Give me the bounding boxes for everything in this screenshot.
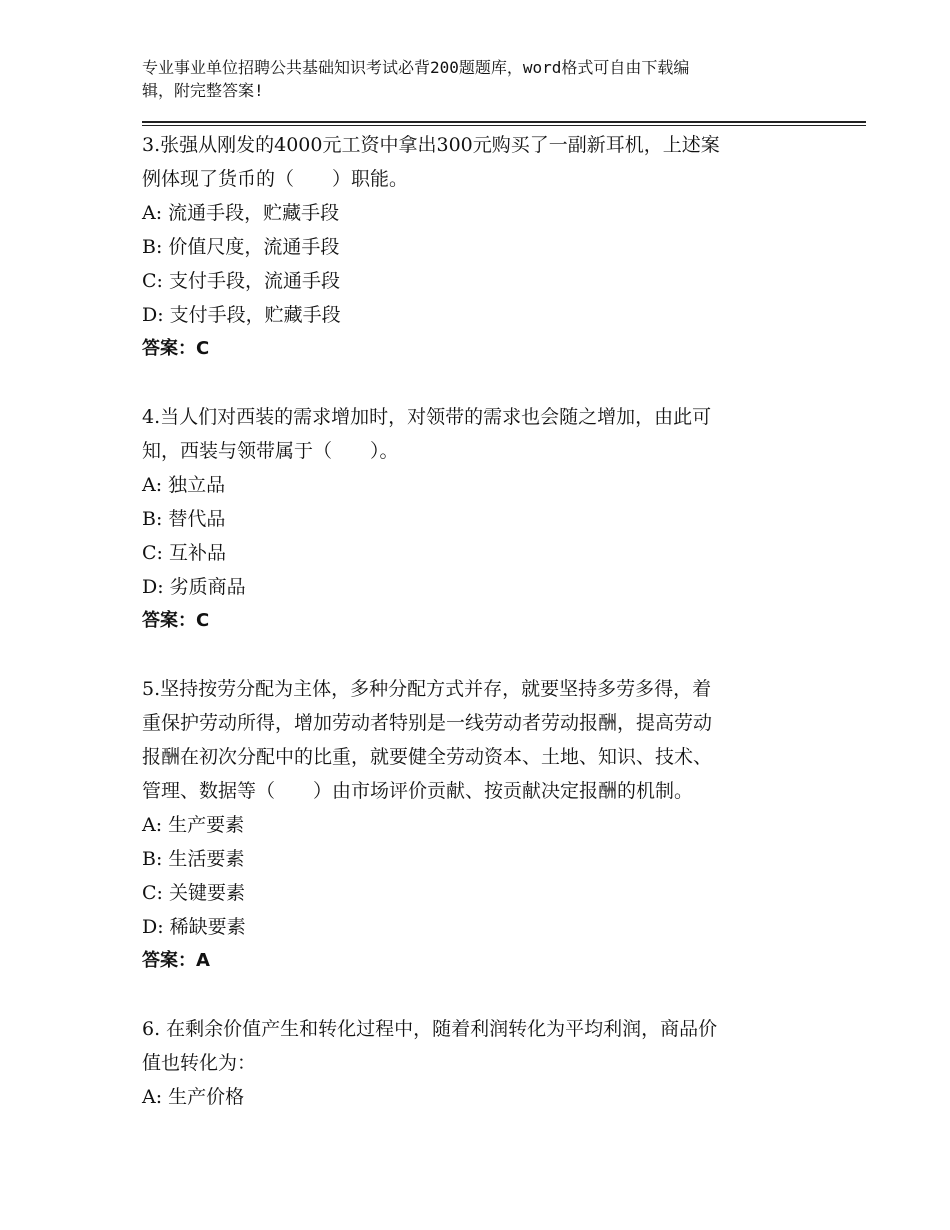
question-stem	[142, 128, 807, 196]
option-b: B: 价值尺度，流通手段	[142, 236, 340, 258]
question-stem	[142, 400, 807, 468]
option-c: C: 互补品	[142, 542, 226, 564]
question-3	[142, 128, 842, 366]
question-5	[142, 672, 842, 978]
answer-label: 答案：C	[142, 338, 210, 359]
question-spacer	[142, 638, 842, 672]
header-line-1: 专业事业单位招聘公共基础知识考试必背200题题库，word格式可自由下载编	[142, 58, 690, 77]
question-4	[142, 400, 842, 638]
option-d: D: 稀缺要素	[142, 916, 246, 938]
option-b: B: 替代品	[142, 508, 226, 530]
option-c: C: 关键要素	[142, 882, 245, 904]
question-spacer	[142, 978, 842, 1012]
option-c: C: 支付手段，流通手段	[142, 270, 340, 292]
stem-line: 3.张强从刚发的4000元工资中拿出300元购买了一副新耳机，上述案	[142, 134, 720, 156]
option-d: D: 支付手段，贮藏手段	[142, 304, 341, 326]
question-stem	[142, 672, 807, 808]
stem-line: 6. 在剩余价值产生和转化过程中，随着利润转化为平均利润，商品价	[142, 1018, 718, 1040]
stem-line: 例体现了货币的（ ）职能。	[142, 168, 409, 190]
stem-line: 值也转化为：	[142, 1052, 257, 1074]
header-rule-thin	[142, 125, 866, 126]
header-line-2: 辑，附完整答案!	[142, 81, 264, 100]
page-header	[142, 56, 802, 102]
option-d: D: 劣质商品	[142, 576, 246, 598]
stem-line: 报酬在初次分配中的比重，就要健全劳动资本、土地、知识、技术、	[142, 746, 713, 768]
answer-label: 答案：C	[142, 610, 210, 631]
question-stem	[142, 1012, 807, 1080]
question-list	[142, 128, 842, 1114]
option-a: A: 生产价格	[142, 1086, 245, 1108]
option-a: A: 独立品	[142, 474, 226, 496]
option-b: B: 生活要素	[142, 848, 245, 870]
stem-line: 管理、数据等（ ）由市场评价贡献、按贡献决定报酬的机制。	[142, 780, 694, 802]
option-a: A: 流通手段，贮藏手段	[142, 202, 340, 224]
stem-line: 4.当人们对西装的需求增加时，对领带的需求也会随之增加，由此可	[142, 406, 712, 428]
stem-line: 知，西装与领带属于（ ）。	[142, 440, 399, 462]
question-6	[142, 1012, 842, 1114]
question-spacer	[142, 366, 842, 400]
answer-label: 答案：A	[142, 950, 210, 971]
option-a: A: 生产要素	[142, 814, 245, 836]
stem-line: 重保护劳动所得，增加劳动者特别是一线劳动者劳动报酬，提高劳动	[142, 712, 713, 734]
header-rule-thick	[142, 121, 866, 123]
stem-line: 5.坚持按劳分配为主体，多种分配方式并存，就要坚持多劳多得，着	[142, 678, 712, 700]
